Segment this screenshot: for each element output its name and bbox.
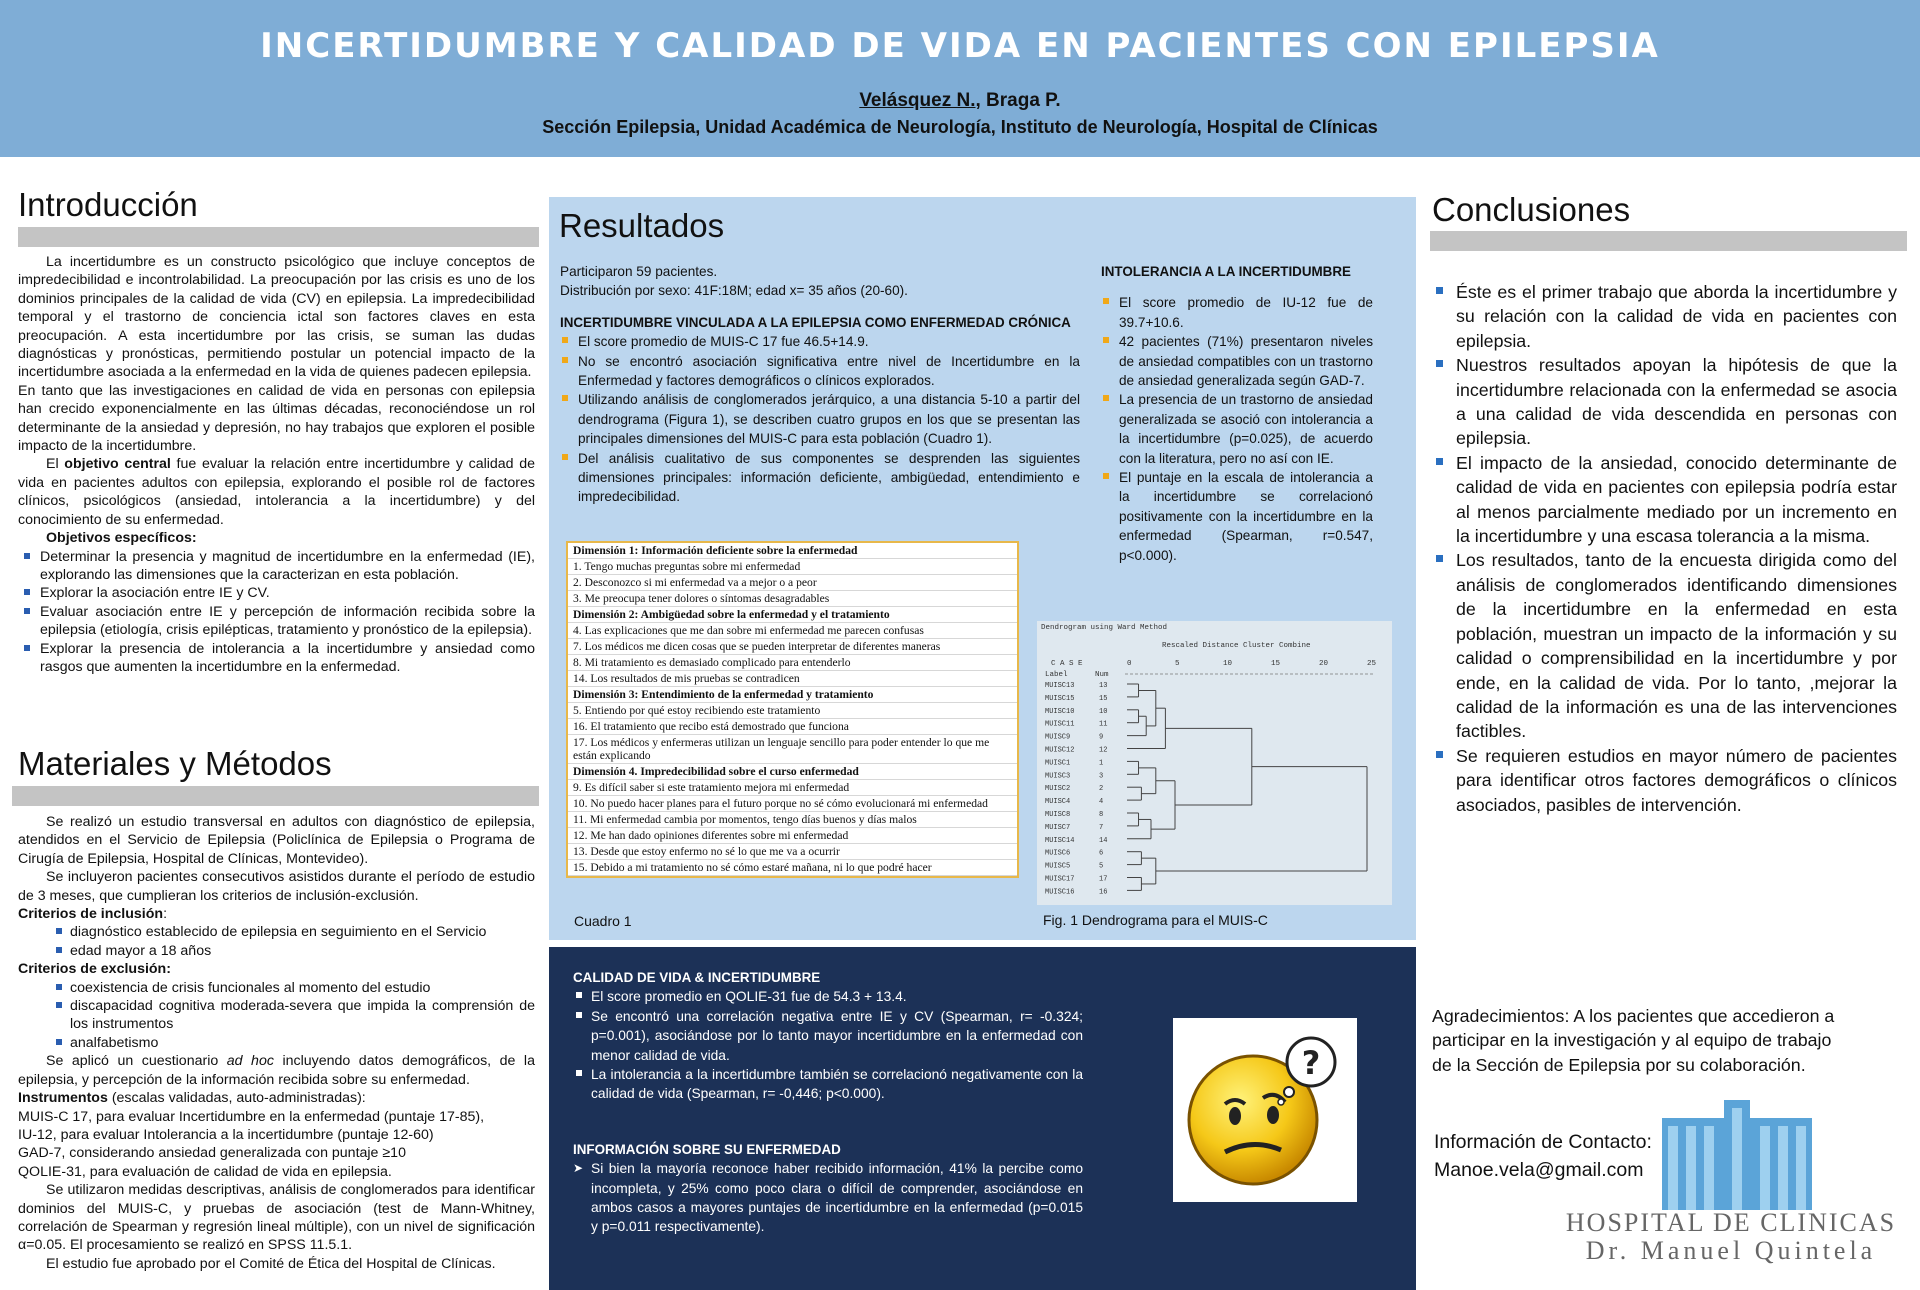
dendro-leaf-label: MUISC11 xyxy=(1045,720,1075,729)
dendro-leaf-label: MUISC5 xyxy=(1045,862,1071,871)
svg-text:?: ? xyxy=(1301,1044,1321,1082)
info-list xyxy=(573,1159,1083,1237)
table-row: 8. Mi tratamiento es demasiado complicado para entenderlo xyxy=(568,655,1017,671)
table-row: 11. Mi enfermedad cambia por momentos, tengo días buenos y días malos xyxy=(568,812,1017,828)
dendro-leaf-num: 15 xyxy=(1099,694,1108,703)
intolerance-item: El score promedio de IU-12 fue de 39.7+10.6. xyxy=(1101,293,1373,332)
table-dimension-header: Dimensión 4. Impredecibilidad sobre el curso enfermedad xyxy=(568,764,1017,780)
table-row: 3. Me preocupa tener dolores o síntomas desagradables xyxy=(568,591,1017,607)
chronic-item: Utilizando análisis de conglomerados jerárquico, a una distancia 5-10 a partir del dendrograma (Figura 1), se describen cuatro grupos en los que se presentan las principales dimensiones del MUIS-C para esta población (Cuadro 1). xyxy=(560,390,1080,448)
intro-paragraph: La incertidumbre es un constructo psicológico que incluye conceptos de impredecibilidad e incontrolabilidad. La preocupación por las crisis es uno de los dominios principales de la calidad de vida (CV) en epilepsia. La impredecibilidad temporal y el trastorno de conciencia ictal son factores claves en esta preocupación. A esta incertidumbre por las crisis, se suman las dudas diagnósticas y pronósticas, permitiendo postular un potencial impacto de la incertidumbre asociada a la enfermedad en la vida de quienes padecen epilepsia. xyxy=(18,254,535,381)
results-title: Resultados xyxy=(559,207,725,244)
intro-objective: El objetivo central fue evaluar la relación entre incertidumbre y calidad de vida en pacientes adultos con epilepsia, explorando el posible rol de factores clínicos, psicológicos (ansiedad, intolerancia a la incertidumbre) y del conocimiento de su enfermedad. xyxy=(18,456,536,528)
qol-item: El score promedio en QOLIE-31 fue de 54.3 + 13.4. xyxy=(573,987,1083,1006)
dendro-leaf-label: MUISC9 xyxy=(1045,733,1071,742)
dendro-leaf-num: 12 xyxy=(1099,746,1108,755)
table-row: 12. Me han dado opiniones diferentes sobre mi enfermedad xyxy=(568,828,1017,844)
dendro-leaf-label: MUISC7 xyxy=(1045,823,1071,832)
conclusions-body xyxy=(1432,280,1897,817)
hospital-subtitle: Dr. Manuel Quintela xyxy=(1585,1236,1877,1265)
table-row: 17. Los médicos y enfermeras utilizan un lenguaje sencillo para poder entender lo que me están explicando xyxy=(568,735,1017,764)
table-row: 5. Entiendo por qué estoy recibiendo este tratamiento xyxy=(568,703,1017,719)
inclusion-item: diagnóstico establecido de epilepsia en seguimiento en el Servicio xyxy=(18,923,535,941)
dendro-leaf-label: MUISC13 xyxy=(1045,682,1075,690)
conclusion-item: Nuestros resultados apoyan la hipótesis de que la incertidumbre relacionada con la enfermedad se asocia a una calidad de vida descendida en personas con epilepsia. xyxy=(1432,353,1897,451)
dendro-leaf-label: MUISC14 xyxy=(1045,836,1075,845)
methods-paragraph: El estudio fue aprobado por el Comité de Ética del Hospital de Clínicas. xyxy=(46,1255,496,1272)
objective-item: Determinar la presencia y magnitud de incertidumbre en la enfermedad (IE), explorando las dimensiones que la caracterizan en esta población. xyxy=(18,548,535,585)
dendro-leaf-label: MUISC8 xyxy=(1045,811,1071,819)
qol-item: La intolerancia a la incertidumbre también se correlacionó negativamente con la calidad de vida (Spearman, r= -0,446; p<0.000). xyxy=(573,1065,1083,1104)
intro-divider xyxy=(18,227,539,247)
qol-list xyxy=(573,987,1083,1103)
conclusions-divider xyxy=(1430,231,1907,251)
dendrogram-caption: Fig. 1 Dendrograma para el MUIS-C xyxy=(1043,912,1268,928)
table-row: 14. Los resultados de mis pruebas se contradicen xyxy=(568,671,1017,687)
instrument-item: GAD-7, considerando ansiedad generalizada con puntaje ≥10 xyxy=(18,1145,406,1162)
dendro-leaf-label: MUISC3 xyxy=(1045,772,1071,781)
conclusion-item: Los resultados, tanto de la encuesta dirigida como del análisis de conglomerados identificando dimensiones de la incertidumbre en la enfermedad en esta población, muestran un impacto de la información y su calidad o comprensibilidad en la incertidumbre y por ende, en la calidad de vida. Por lo tanto, ,mejorar la calidad de la información es una de las intervenciones factibles. xyxy=(1432,548,1897,743)
hospital-building-icon xyxy=(1662,1100,1812,1210)
chronic-item: Del análisis cualitativo de sus componentes se desprenden las siguientes dimensiones principales: información deficiente, ambigüedad, entendimiento e impredecibilidad. xyxy=(560,449,1080,507)
methods-paragraph: Se realizó un estudio transversal en adultos con diagnóstico de epilepsia, atendidos en el Servicio de Epilepsia (Policlínica de Epilepsia o Programa de Cirugía de Epilepsia, Hospital de Clínicas, Montevideo). xyxy=(18,814,535,867)
dendro-scale-tick: 20 xyxy=(1319,660,1329,668)
dendrogram xyxy=(1037,621,1392,905)
inclusion-list xyxy=(18,923,535,960)
table-dimension-header: Dimensión 3: Entendimiento de la enfermedad y tratamiento xyxy=(568,687,1017,703)
table-dimension-header: Dimensión 2: Ambigüedad sobre la enfermedad y el tratamiento xyxy=(568,607,1017,623)
methods-divider xyxy=(12,786,539,806)
intolerance-title: INTOLERANCIA A LA INCERTIDUMBRE xyxy=(1101,264,1351,279)
dendro-leaf-label: MUISC2 xyxy=(1045,785,1071,794)
dendro-title: Dendrogram using Ward Method xyxy=(1041,624,1168,632)
acknowledgement-line: participar en la investigación y al equipo de trabajo xyxy=(1432,1030,1832,1051)
dendro-label-header: Label xyxy=(1045,671,1068,679)
dendro-leaf-label: MUISC15 xyxy=(1045,694,1075,703)
dimensions-table xyxy=(566,541,1019,878)
dendro-leaf-label: MUISC12 xyxy=(1045,746,1075,755)
qol-section xyxy=(573,968,1083,1237)
author-separator: , xyxy=(975,90,987,111)
dendro-scale-tick: 10 xyxy=(1223,660,1233,668)
contact-block xyxy=(1434,1128,1652,1184)
dendro-scale-tick: 25 xyxy=(1367,660,1377,668)
instrument-item: MUIS-C 17, para evaluar Incertidumbre en la enfermedad (puntaje 17-85), xyxy=(18,1108,485,1125)
methods-paragraph: Se aplicó un cuestionario ad hoc incluyendo datos demográficos, de la epilepsia, y percepción de la información recibida sobre su enfermedad. xyxy=(18,1053,535,1088)
table-row: 9. Es difícil saber si este tratamiento mejora mi enfermedad xyxy=(568,780,1017,796)
qol-title: CALIDAD DE VIDA & INCERTIDUMBRE xyxy=(573,970,821,985)
table-dimension-header: Dimensión 1: Información deficiente sobre la enfermedad xyxy=(568,543,1017,559)
participants: Participaron 59 pacientes. xyxy=(560,264,718,279)
contact-label: Información de Contacto: xyxy=(1434,1131,1652,1153)
results-left xyxy=(560,262,1080,507)
table-row: 4. Las explicaciones que me dan sobre mi enfermedad me parecen confusas xyxy=(568,623,1017,639)
objectives-list xyxy=(18,548,535,677)
dendro-leaf-label: MUISC6 xyxy=(1045,849,1071,858)
table-row: 13. Desde que estoy enfermo no sé lo que me va a ocurrir xyxy=(568,844,1017,860)
exclusion-list xyxy=(18,979,535,1053)
table-row: 1. Tengo muchas preguntas sobre mi enfermedad xyxy=(568,559,1017,575)
dendro-leaf-num: 3 xyxy=(1099,772,1104,781)
dendro-leaf-num: 13 xyxy=(1099,682,1108,690)
inclusion-title: Criterios de inclusión: xyxy=(18,906,168,923)
table-caption: Cuadro 1 xyxy=(574,913,632,929)
intolerance-item: 42 pacientes (71%) presentaron niveles de ansiedad compatibles con un trastorno de ansiedad generalizada según GAD-7. xyxy=(1101,332,1373,390)
dendro-leaf-num: 4 xyxy=(1099,798,1104,807)
author-1: Velásquez N. xyxy=(859,90,976,111)
acknowledgement-line: de la Sección de Epilepsia por su colaboración. xyxy=(1432,1054,1806,1075)
methods-paragraph: Se utilizaron medidas descriptivas, análisis de conglomerados para identificar dominios del MUIS-C, y pruebas de asociación (test de Mann-Whitney, correlación de Spearman y regresión lineal múltiple), con un nivel de significación α=0.05. El procesamiento se realizó en SPSS 11.5.1. xyxy=(18,1182,535,1254)
table-row: 2. Desconozco si mi enfermedad va a mejor o a peor xyxy=(568,575,1017,591)
qol-item: Se encontró una correlación negativa entre IE y CV (Spearman, r= -0.324; p=0.001), asociándose por lo tanto mayor incertidumbre en la enfermedad con menor calidad de vida. xyxy=(573,1007,1083,1065)
dendro-leaf-label: MUISC4 xyxy=(1045,798,1071,807)
conclusions-list xyxy=(1432,280,1897,817)
dendro-leaf-num: 1 xyxy=(1099,759,1104,768)
dendro-leaf-label: MUISC17 xyxy=(1045,875,1075,884)
intro-title: Introducción xyxy=(18,186,198,223)
dendro-leaf-label: MUISC16 xyxy=(1045,888,1075,897)
dendrogram-svg xyxy=(1037,621,1392,905)
methods-body xyxy=(18,813,535,1273)
info-title: INFORMACIÓN SOBRE SU ENFERMEDAD xyxy=(573,1141,841,1157)
dendro-leaf-num: 2 xyxy=(1099,785,1104,794)
hospital-name: HOSPITAL DE CLINICAS xyxy=(1565,1208,1897,1237)
dendro-leaf-num: 9 xyxy=(1099,733,1104,742)
conclusion-item: El impacto de la ansiedad, conocido determinante de calidad de vida en pacientes con epilepsia podría estar al menos parcialmente mediado por un incremento en la incertidumbre y una escasa tolerancia a la misma. xyxy=(1432,451,1897,549)
dendro-leaf-num: 10 xyxy=(1099,707,1108,716)
dendro-scale-tick: 15 xyxy=(1271,660,1281,668)
chronic-item: El score promedio de MUIS-C 17 fue 46.5+14.9. xyxy=(560,332,1080,351)
sex-distribution: Distribución por sexo: 41F:18M; edad x= 35 años (20-60). xyxy=(560,283,908,299)
chronic-item: No se encontró asociación significativa entre nivel de Incertidumbre en la Enfermedad y factores demográficos o clínicos explorados. xyxy=(560,352,1080,391)
instruments-list xyxy=(18,1108,535,1182)
chronic-list xyxy=(560,332,1080,507)
dendro-leaf-num: 7 xyxy=(1099,823,1104,832)
exclusion-item: discapacidad cognitiva moderada-severa que impida la comprensión de los instrumentos xyxy=(18,997,535,1034)
intolerance-item: La presencia de un trastorno de ansiedad generalizada se asoció con intolerancia a la incertidumbre (p=0.025), de acuerdo con la literatura, pero no así con IE. xyxy=(1101,390,1373,468)
authors xyxy=(0,90,1920,112)
exclusion-title: Criterios de exclusión: xyxy=(18,961,171,978)
affiliation: Sección Epilepsia, Unidad Académica de Neurología, Instituto de Neurología, Hospital de Clínicas xyxy=(542,117,1378,137)
inclusion-item: edad mayor a 18 años xyxy=(18,942,535,960)
exclusion-item: analfabetismo xyxy=(18,1034,535,1052)
dendro-num-header: Num xyxy=(1095,671,1109,679)
table-row: 10. No puedo hacer planes para el futuro porque no sé cómo evolucionará mi enfermedad xyxy=(568,796,1017,812)
table-row: 15. Debido a mi tratamiento no sé cómo estaré mañana, ni lo que podré hacer xyxy=(568,860,1017,876)
dendro-case: C A S E xyxy=(1051,660,1083,668)
table-row: 7. Los médicos me dicen cosas que se pueden interpretar de diferentes maneras xyxy=(568,639,1017,655)
instrument-item: IU-12, para evaluar Intolerancia a la incertidumbre (puntaje 12-60) xyxy=(18,1126,434,1143)
dendro-leaf-num: 16 xyxy=(1099,888,1108,897)
table-row: 16. El tratamiento que recibo está demostrado que funciona xyxy=(568,719,1017,735)
dendro-leaf-num: 5 xyxy=(1099,862,1104,871)
confused-face-image xyxy=(1173,1018,1357,1202)
results-right xyxy=(1101,262,1373,565)
chronic-title: INCERTIDUMBRE VINCULADA A LA EPILEPSIA COMO ENFERMEDAD CRÓNICA xyxy=(560,314,1071,330)
intro-paragraph: En tanto que las investigaciones en calidad de vida en personas con epilepsia han crecido exponencialmente en las últimas décadas, reconociéndose un rol determinante de la ansiedad y depresión, no hay trabajos que exploren el posible impacto de la incertidumbre. xyxy=(18,382,535,455)
poster-title: INCERTIDUMBRE Y CALIDAD DE VIDA EN PACIENTES CON EPILEPSIA xyxy=(260,26,1660,66)
confused-face-icon xyxy=(1173,1018,1357,1202)
dendro-leaf-num: 6 xyxy=(1099,849,1104,858)
dendro-leaf-label: MUISC10 xyxy=(1045,707,1075,716)
objective-item: Evaluar asociación entre IE y percepción de información recibida sobre la epilepsia (etiología, crisis epilépticas, tratamiento y pronóstico de la epilepsia). xyxy=(18,603,535,640)
methods-title: Materiales y Métodos xyxy=(18,745,332,782)
methods-paragraph: Se incluyeron pacientes consecutivos asistidos durante el período de estudio de 3 meses, que cumplieran los criterios de inclusión-exclusión. xyxy=(18,869,535,904)
contact-email: Manoe.vela@gmail.com xyxy=(1434,1159,1644,1181)
acknowledgements xyxy=(1432,1004,1834,1077)
instruments-title: Instrumentos (escalas validadas, auto-administradas): xyxy=(18,1090,366,1107)
author-2: Braga P. xyxy=(986,90,1061,111)
objective-item: Explorar la asociación entre IE y CV. xyxy=(18,584,535,602)
dendro-leaf-num: 8 xyxy=(1099,811,1104,819)
acknowledgement-line: Agradecimientos: A los pacientes que accedieron a xyxy=(1432,1006,1835,1026)
exclusion-item: coexistencia de crisis funcionales al momento del estudio xyxy=(18,979,535,997)
conclusion-item: Éste es el primer trabajo que aborda la incertidumbre y su relación con la calidad de vida en pacientes con epilepsia. xyxy=(1432,280,1897,353)
conclusions-title: Conclusiones xyxy=(1432,191,1631,228)
hospital-logo xyxy=(1662,1100,1812,1210)
dendro-leaf-label: MUISC1 xyxy=(1045,759,1071,768)
conclusion-item: Se requieren estudios en mayor número de pacientes para identificar otros factores demográficos o clínicos asociados, pasibles de intervención. xyxy=(1432,744,1897,817)
dendro-leaf-num: 11 xyxy=(1099,720,1108,729)
info-item: ➤ Si bien la mayoría reconoce haber recibido información, 41% la percibe como incompleta, y 25% como poco clara o difícil de comprender, asociándose en ambos casos a mayores puntajes de incertidumbre en la enfermedad (p=0.015 y p=0.011 respectivamente). xyxy=(573,1159,1083,1237)
objectives-title: Objetivos específicos: xyxy=(46,530,197,547)
dendro-scale-tick: 0 xyxy=(1127,660,1132,668)
intolerance-item: El puntaje en la escala de intolerancia a la incertidumbre se correlacionó positivamente con la incertidumbre en la enfermedad (Spearman, r=0.547, p<0.000). xyxy=(1101,468,1373,565)
dendro-leaf-num: 17 xyxy=(1099,875,1108,884)
instrument-item: QOLIE-31, para evaluación de calidad de vida en epilepsia. xyxy=(18,1163,392,1180)
dendro-leaf-num: 14 xyxy=(1099,836,1108,845)
intro-body xyxy=(18,253,535,676)
dendro-subtitle: Rescaled Distance Cluster Combine xyxy=(1162,642,1311,650)
dendro-scale-tick: 5 xyxy=(1175,660,1180,668)
objective-item: Explorar la presencia de intolerancia a la incertidumbre y ansiedad como rasgos que aumenten la incertidumbre en la enfermedad. xyxy=(18,640,535,677)
intolerance-list xyxy=(1101,293,1373,565)
